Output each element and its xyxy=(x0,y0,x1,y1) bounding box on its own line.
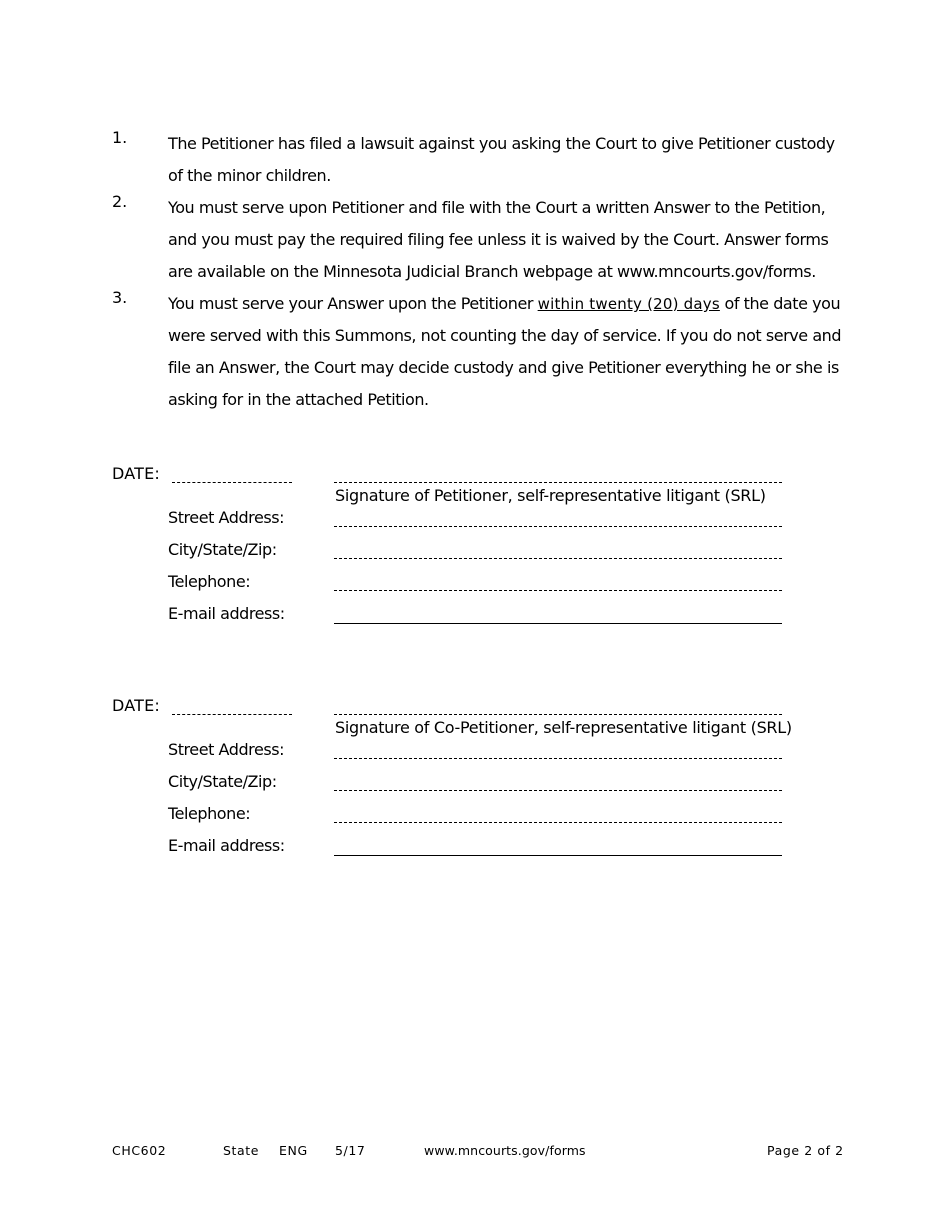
list-text: The Petitioner has filed a lawsuit against you asking the Court to give Petitioner custody of the minor children. xyxy=(168,134,835,185)
street-address-label: Street Address: xyxy=(168,508,285,527)
telephone-field[interactable] xyxy=(334,590,782,591)
list-item xyxy=(112,128,852,192)
footer-language: ENG xyxy=(279,1143,308,1158)
signature-caption: Signature of Petitioner, self-representative litigant (SRL) xyxy=(335,486,766,505)
list-number: 1. xyxy=(112,128,128,147)
date-label: DATE: xyxy=(112,696,161,715)
date-field[interactable] xyxy=(172,482,292,483)
list-number: 3. xyxy=(112,288,128,307)
signature-field[interactable] xyxy=(334,482,782,483)
city-state-zip-label: City/State/Zip: xyxy=(168,540,277,559)
list-number: 2. xyxy=(112,192,128,211)
telephone-label: Telephone: xyxy=(168,804,251,823)
list-text-start: You must serve your Answer upon the Petitioner xyxy=(168,294,538,313)
footer-page-number: Page 2 of 2 xyxy=(767,1143,844,1158)
email-field[interactable] xyxy=(334,623,782,624)
footer-url: www.mncourts.gov/forms xyxy=(424,1143,586,1158)
email-label: E-mail address: xyxy=(168,836,285,855)
list-item xyxy=(112,192,852,288)
city-state-zip-label: City/State/Zip: xyxy=(168,772,277,791)
date-field[interactable] xyxy=(172,714,292,715)
list-text-end: of the date you were served with this Summons, not counting the day of service. If you do not serve and file an Answer, the Court may decide custody and give Petitioner everything he or she is asking for in the attached Petition. xyxy=(168,294,842,409)
city-state-zip-field[interactable] xyxy=(334,558,782,559)
street-address-field[interactable] xyxy=(334,758,782,759)
footer-revision: 5/17 xyxy=(335,1143,366,1158)
email-field[interactable] xyxy=(334,855,782,856)
list-text: You must serve upon Petitioner and file with the Court a written Answer to the Petition, and you must pay the required filing fee unless it is waived by the Court. Answer forms are available on the Minnesota Judicial Branch webpage at www.mncourts.gov/forms. xyxy=(168,198,829,281)
list-text xyxy=(168,288,852,416)
footer-jurisdiction: State xyxy=(223,1143,260,1158)
deadline-underlined: within twenty (20) days xyxy=(537,295,720,313)
signature-caption: Signature of Co-Petitioner, self-representative litigant (SRL) xyxy=(335,718,792,737)
telephone-field[interactable] xyxy=(334,822,782,823)
footer-form-code: CHC602 xyxy=(112,1143,167,1158)
list-item xyxy=(112,288,852,416)
date-label: DATE: xyxy=(112,464,161,483)
telephone-label: Telephone: xyxy=(168,572,251,591)
petitioner-signature-block xyxy=(112,460,812,630)
city-state-zip-field[interactable] xyxy=(334,790,782,791)
street-address-label: Street Address: xyxy=(168,740,285,759)
street-address-field[interactable] xyxy=(334,526,782,527)
email-label: E-mail address: xyxy=(168,604,285,623)
signature-field[interactable] xyxy=(334,714,782,715)
co-petitioner-signature-block xyxy=(112,692,812,862)
